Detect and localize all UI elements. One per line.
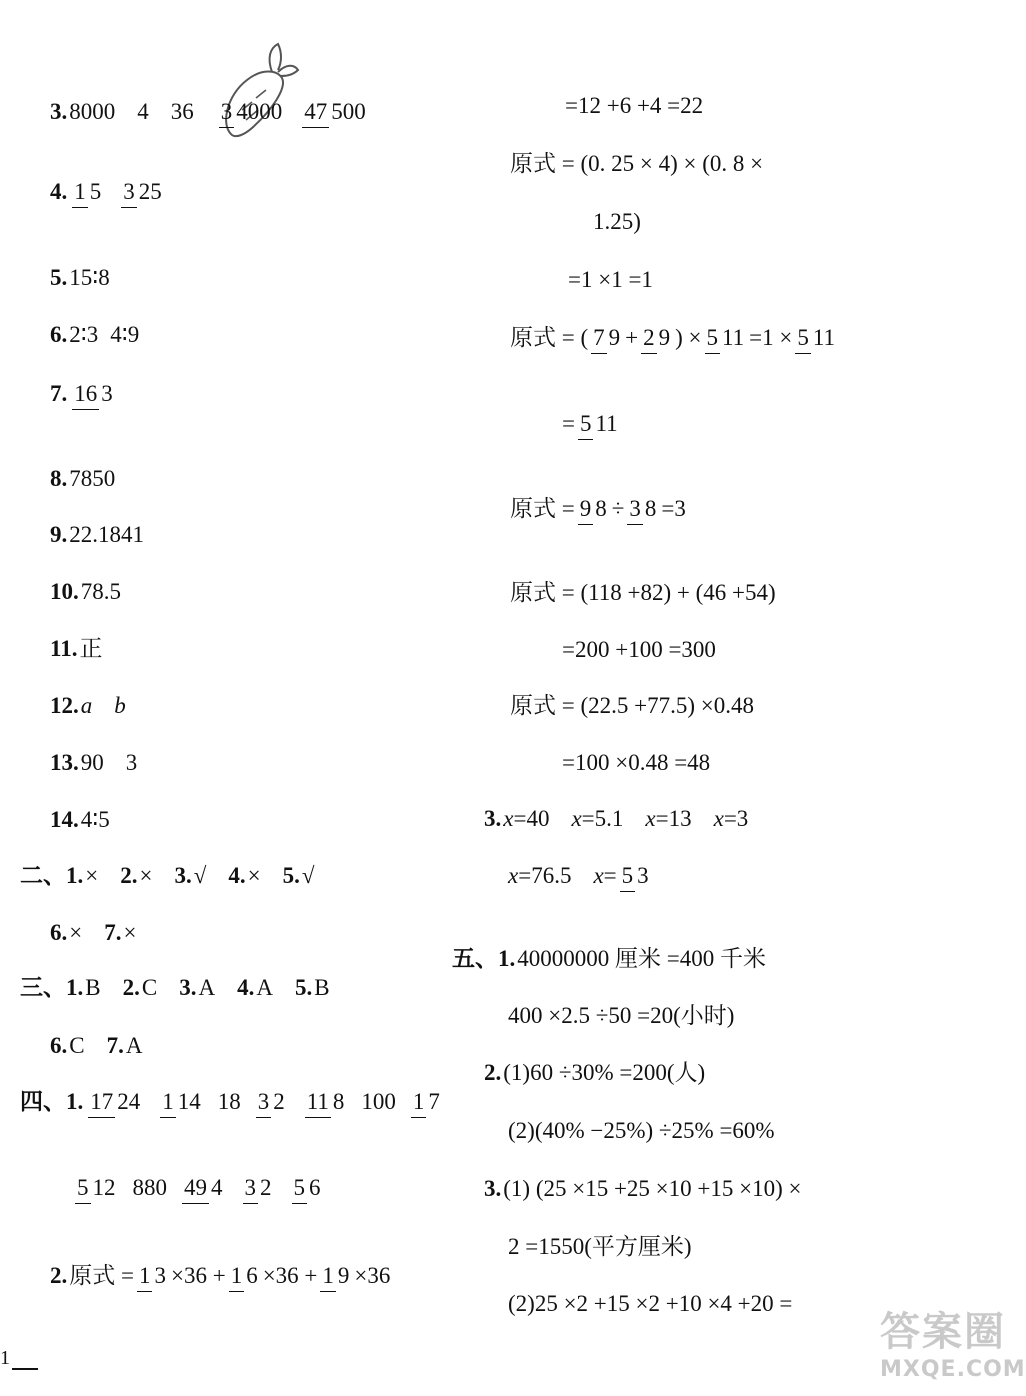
right-line-10: 原式 = (22.5 +77.5) ×0.48 (510, 693, 754, 718)
right-line-20: (2)25 ×2 +15 ×2 +10 ×4 +20 = (508, 1291, 793, 1316)
section-3-line-1: 三、 1. B 2. C 3. A 4. A 5. B (20, 975, 330, 1000)
fraction: 16 3 (72, 382, 115, 405)
section-4-line-2: 5 12 880 49 4 3 2 5 6 (72, 1176, 326, 1199)
right-line-12: 3. x =40 x =5.1 x =13 x =3 (484, 806, 749, 831)
right-line-16: 2. (1)60 ÷30% =200(人) (484, 1060, 706, 1085)
right-line-2: 原式 = (0. 25 × 4) × (0. 8 × (510, 151, 764, 176)
answer-line-7: 7. 16 3 (50, 382, 118, 405)
right-line-11: =100 ×0.48 =48 (562, 750, 711, 775)
section-5-line-1: 五、 1. 40000000 厘米 =400 千米 (452, 946, 766, 971)
answer-line-14: 14. 4∶5 (50, 807, 110, 832)
answer-line-9: 9. 22.1841 (50, 522, 144, 547)
answer-line-11: 11. 正 (50, 636, 103, 661)
answer-line-13: 13. 90 3 (50, 750, 138, 775)
section-4-line-1: 四、 1. 17 24 1 14 18 3 2 11 8 100 1 7 (20, 1090, 445, 1113)
section-2-line-2: 6. × 7. × (50, 920, 137, 945)
right-line-8: 原式 = (118 +82) + (46 +54) (510, 580, 776, 605)
right-line-9: =200 +100 =300 (562, 637, 716, 662)
section-4-line-3: 2. 原式 = 1 3 ×36 + 1 6 ×36 + 1 9 ×36 (50, 1264, 390, 1287)
answer-line-6: 6. 2∶3 4∶9 (50, 322, 140, 347)
answer-line-10: 10. 78.5 (50, 579, 121, 604)
section-3-line-2: 6. C 7. A (50, 1033, 143, 1058)
right-line-19: 2 =1550(平方厘米) (508, 1234, 692, 1259)
fraction: 1 5 (72, 180, 103, 203)
fraction: 3 25 (121, 180, 164, 203)
right-line-7: 原式 = 9 8 ÷ 3 8 =3 (510, 497, 686, 520)
answer-line-4: 4. 1 5 3 25 (50, 180, 167, 203)
footer-dash (12, 1368, 38, 1370)
right-line-3: 1.25) (593, 209, 641, 234)
right-line-15: 400 ×2.5 ÷50 =20(小时) (508, 1003, 735, 1028)
right-line-5: 原式 = ( 7 9 + 2 9 ) × 5 11 =1 × 5 11 (510, 326, 840, 349)
right-line-13: x =76.5 x = 5 3 (508, 864, 654, 887)
right-line-1: =12 +6 +4 =22 (565, 93, 704, 118)
answer-line-5: 5. 15∶8 (50, 265, 110, 290)
right-line-18: 3. (1) (25 ×15 +25 ×10 +15 ×10) × (484, 1176, 802, 1201)
fraction: 3 4000 (219, 100, 285, 123)
right-line-4: =1 ×1 =1 (568, 267, 653, 292)
answer-line-3: 3. 8000 4 36 3 4000 47 500 (50, 100, 371, 123)
fraction: 47 500 (302, 100, 368, 123)
right-line-6: = 5 11 (562, 412, 623, 435)
section-2-line-1: 二、 1. × 2. × 3. √ 4. × 5. √ (20, 863, 315, 888)
page-number: 1 (0, 1347, 10, 1369)
answer-line-12: 12. a b (50, 693, 126, 718)
right-line-17: (2)(40% −25%) ÷25% =60% (508, 1118, 775, 1143)
site-watermark: 答案圈 MXQE.COM (880, 1309, 1026, 1382)
answer-line-8: 8. 7850 (50, 466, 116, 491)
